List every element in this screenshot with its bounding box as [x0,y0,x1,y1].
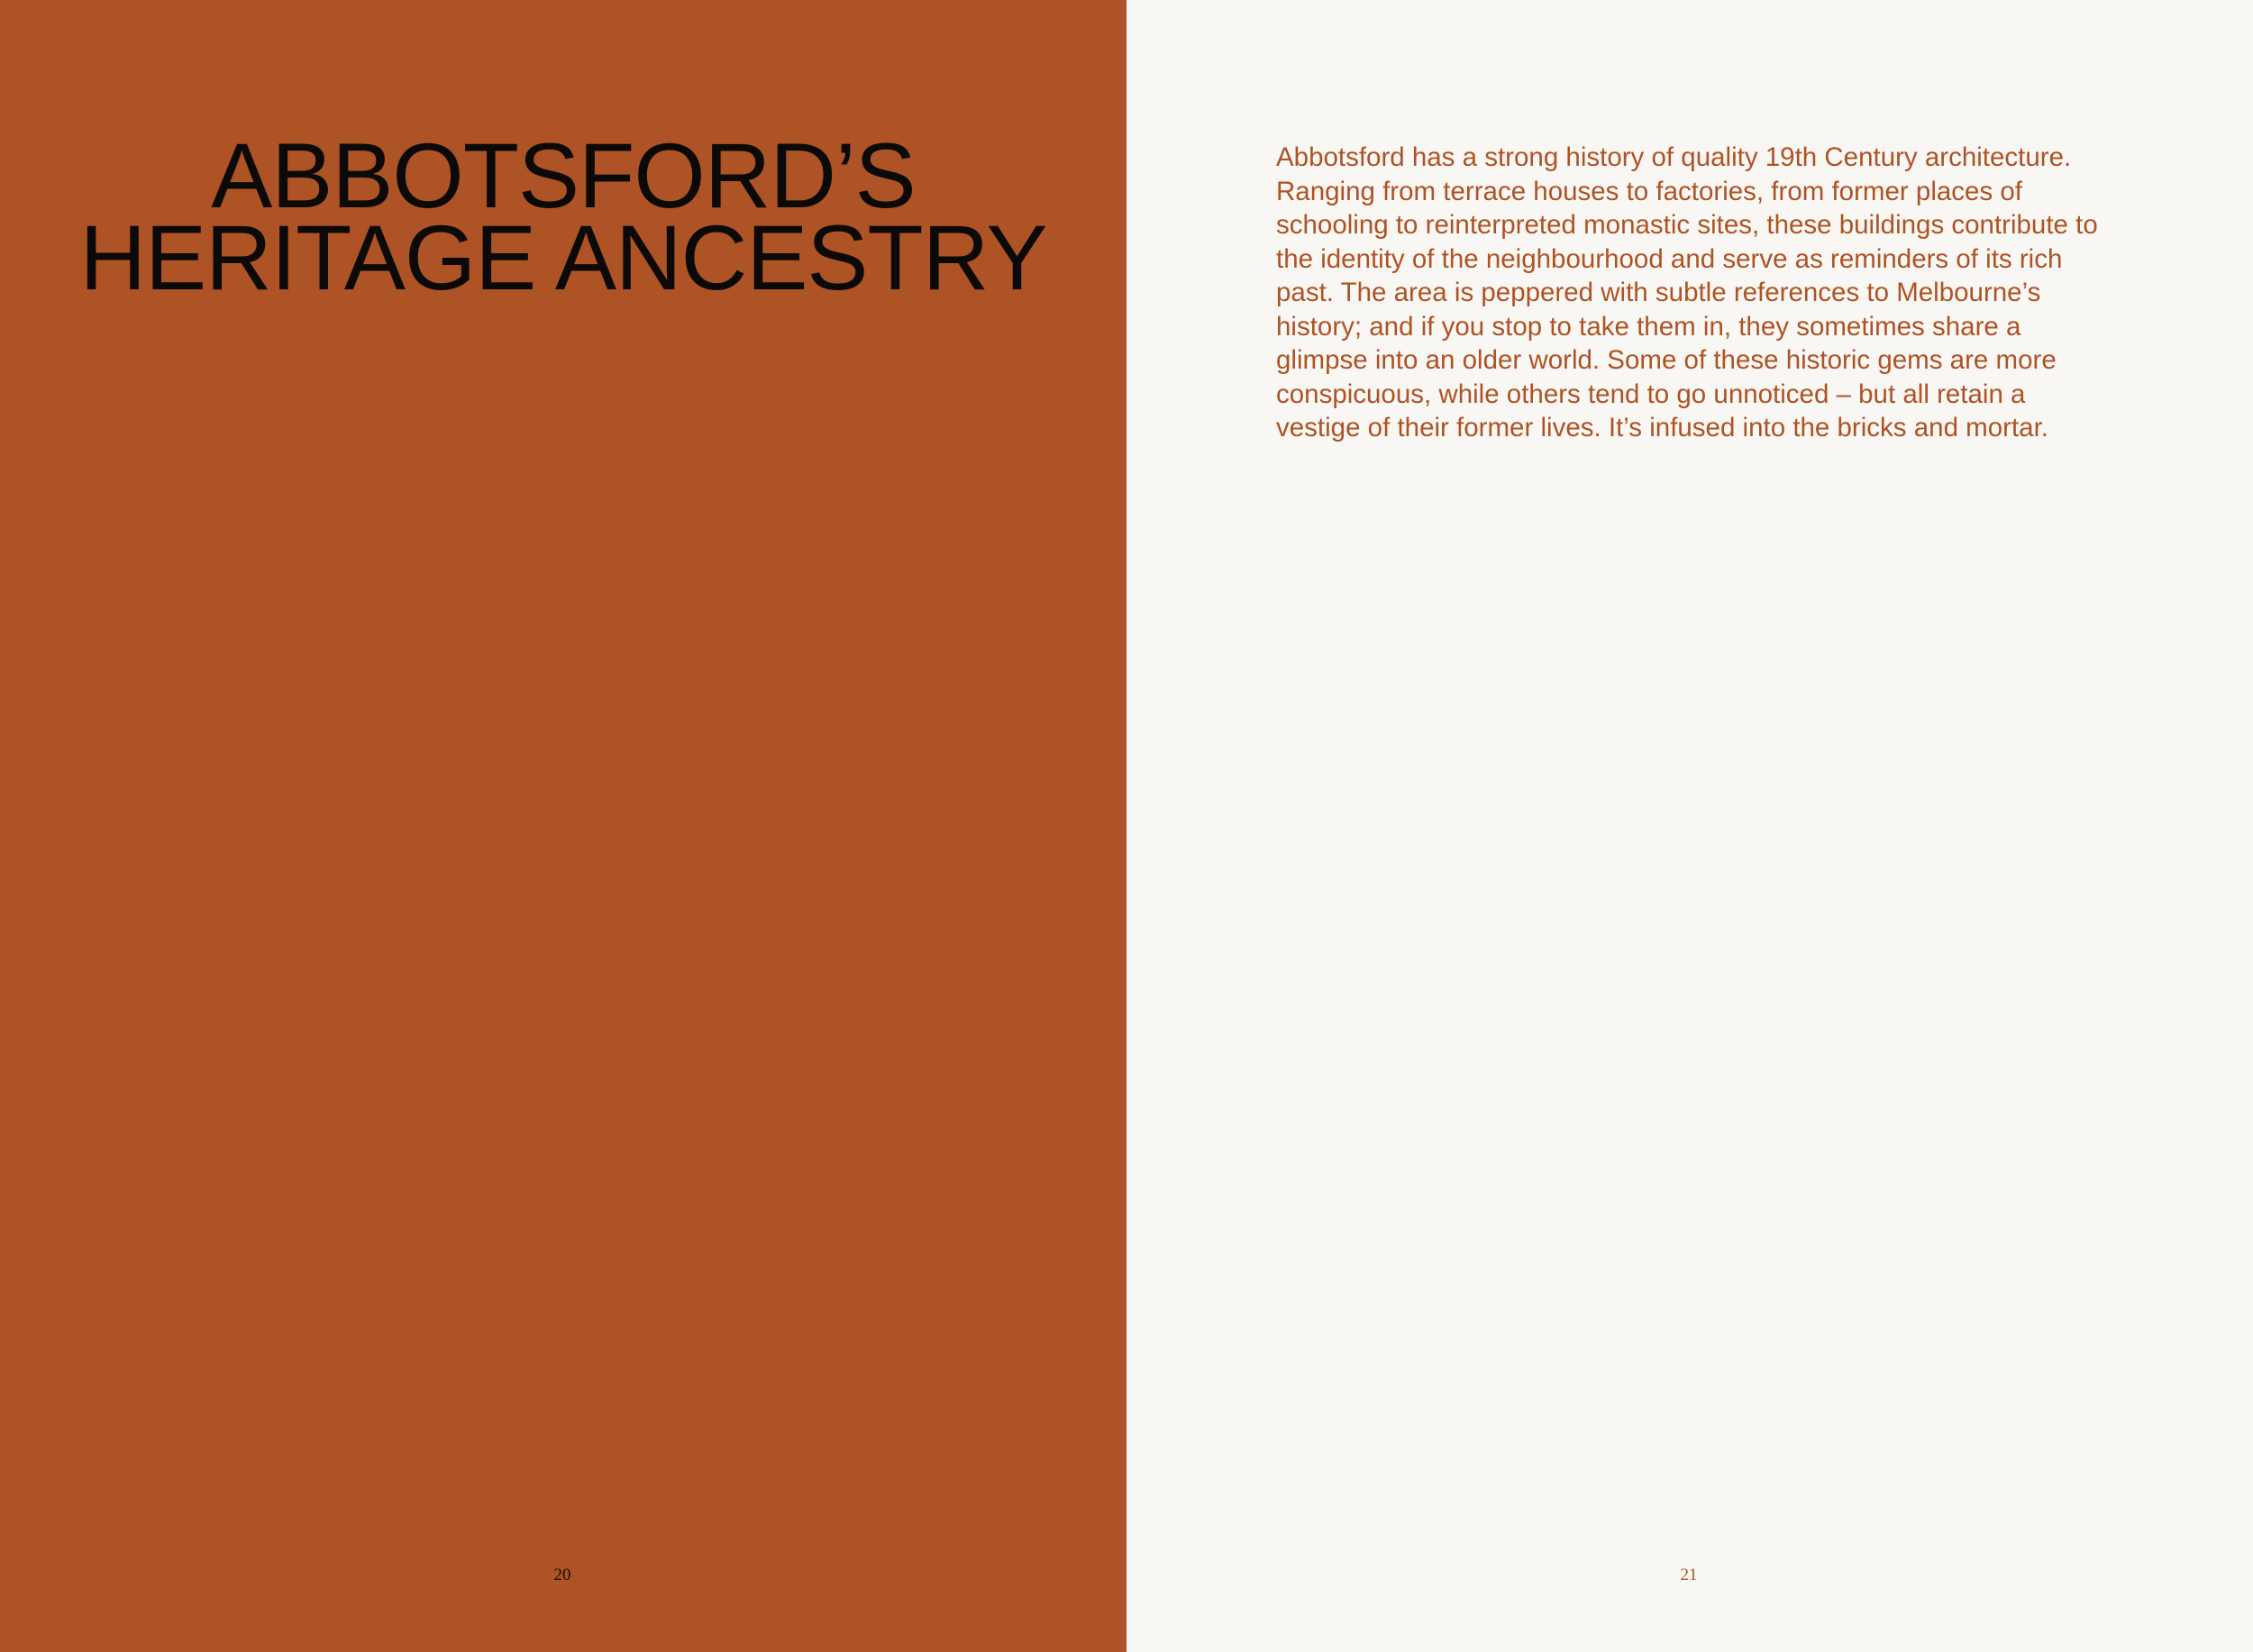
page-number-right: 21 [1680,1565,1698,1584]
left-page [0,0,1126,1652]
page-heading [0,124,1126,309]
body-paragraph: Abbotsford has a strong history of quality 19th Century architecture. Ranging from terrace houses to factories, from former places of schooling to reinterpreted monastic sites, these buildings contribute to the identity of the neighbourhood and serve as reminders of its rich past. The area is peppered with subtle references to Melbourne’s history; and if you stop to take them in, they sometimes share a glimpse into an older world. Some of these historic gems are more conspicuous, while others tend to go unnoticed – but all retain a vestige of their former lives. It’s infused into the bricks and mortar. [1276,142,2098,443]
heading-line-1: ABBOTSFORD’S [211,124,916,227]
page-number-left: 20 [553,1565,571,1584]
heading-line-2: HERITAGE ANCESTRY [79,206,1047,309]
right-page [1126,0,2253,1652]
